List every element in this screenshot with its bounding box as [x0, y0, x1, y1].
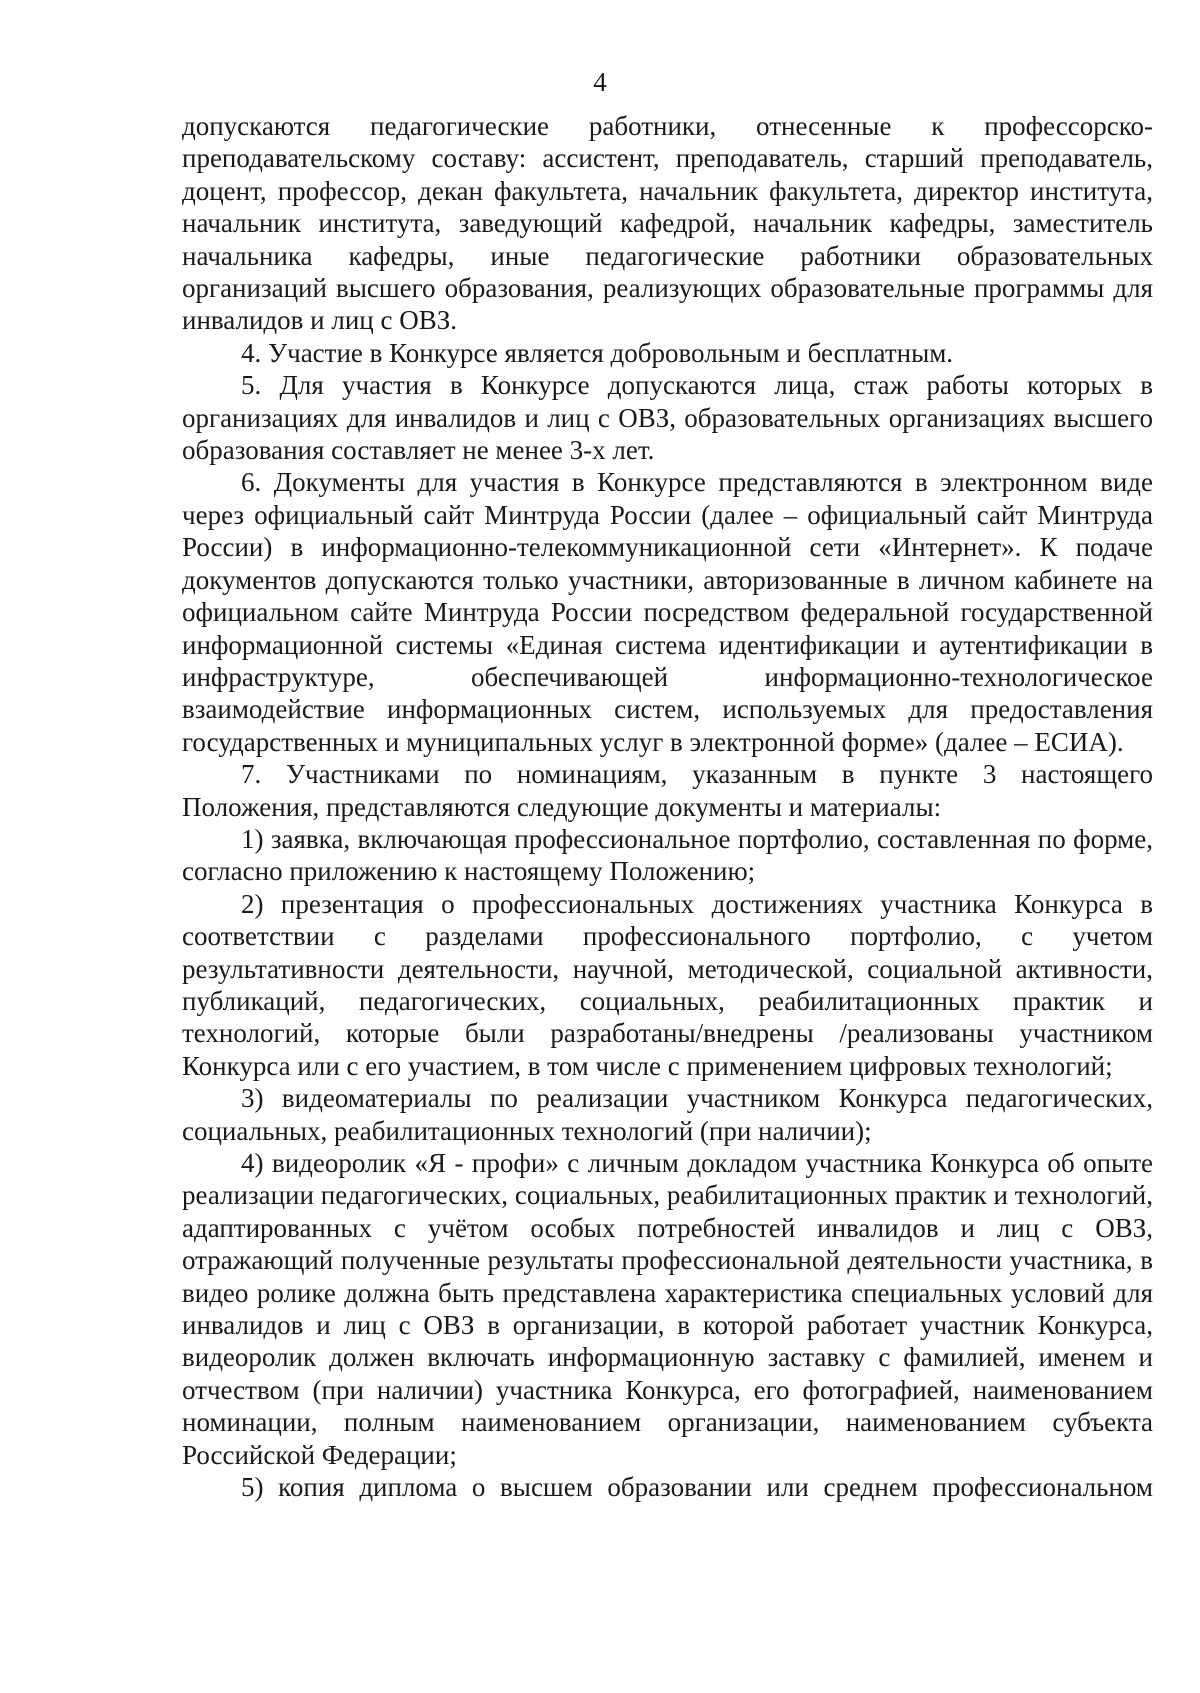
paragraph-eligible-staff-continuation: допускаются педагогические работники, отнесенные к профессорско-преподавательскому составу: ассистент, преподаватель, старший преподаватель, доцент, профессор, декан факультета, начальник факультета, директор института, начальник института, заведующий кафедрой, начальник кафедры, заместитель начальника кафедры, иные педагогические работники образовательных организаций высшего образования, реализующих образовательные программы для инвалидов и лиц с ОВЗ. — [182, 111, 1153, 336]
list-item-3: 3) видеоматериалы по реализации участником Конкурса педагогических, социальных, реабилитационных технологий (при наличии); — [182, 1083, 1153, 1146]
list-item-2: 2) презентация о профессиональных достижениях участника Конкурса в соответствии с разделами профессионального портфолио, с учетом результативности деятельности, научной, методической, социальной активности, публикаций, педагогических, социальных, реабилитационных практик и технологий, которые были разработаны/внедрены /реализованы участником Конкурса или с его участием, в том числе с применением цифровых технологий; — [182, 888, 1153, 1081]
paragraph-clause-6: 6. Документы для участия в Конкурсе представляются в электронном виде через официальный сайт Минтруда России (далее – официальный сайт Минтруда России) в информационно-телекоммуникационной сети «Интернет». К подаче документов допускаются только участники, авторизованные в личном кабинете на официальном сайте Минтруда России посредством федеральной государственной информационной системы «Единая система идентификации и аутентификации в инфраструктуре, обеспечивающей информационно-технологическое взаимодействие информационных систем, используемых для предоставления государственных и муниципальных услуг в электронной форме» (далее – ЕСИА). — [182, 467, 1153, 757]
page-number: 4 — [593, 67, 607, 97]
list-item-4: 4) видеоролик «Я - профи» с личным докладом участника Конкурса об опыте реализации педагогических, социальных, реабилитационных практик и технологий, адаптированных с учётом особых потребностей инвалидов и лиц с ОВЗ, отражающий полученные результаты профессиональной деятельности участника, в видео ролике должна быть представлена характеристика специальных условий для инвалидов и лиц с ОВЗ в организации, в которой работает участник Конкурса, видеоролик должен включать информационную заставку с фамилией, именем и отчеством (при наличии) участника Конкурса, его фотографией, наименованием номинации, полным наименованием организации, наименованием субъекта Российской Федерации; — [182, 1148, 1153, 1470]
document-body — [182, 110, 1153, 1503]
list-item-5: 5) копия диплома о высшем образовании или среднем профессиональном — [241, 1472, 1153, 1503]
paragraph-clause-4: 4. Участие в Конкурсе является добровольным и бесплатным. — [241, 337, 954, 368]
paragraph-clause-7: 7. Участниками по номинациям, указанным в пункте 3 настоящего Положения, представляются следующие документы и материалы: — [182, 759, 1153, 822]
list-item-1: 1) заявка, включающая профессиональное портфолио, составленная по форме, согласно приложению к настоящему Положению; — [182, 823, 1153, 887]
paragraph-clause-5: 5. Для участия в Конкурсе допускаются лица, стаж работы которых в организациях для инвалидов и лиц с ОВЗ, образовательных организациях высшего образования составляет не менее 3-х лет. — [182, 370, 1153, 466]
